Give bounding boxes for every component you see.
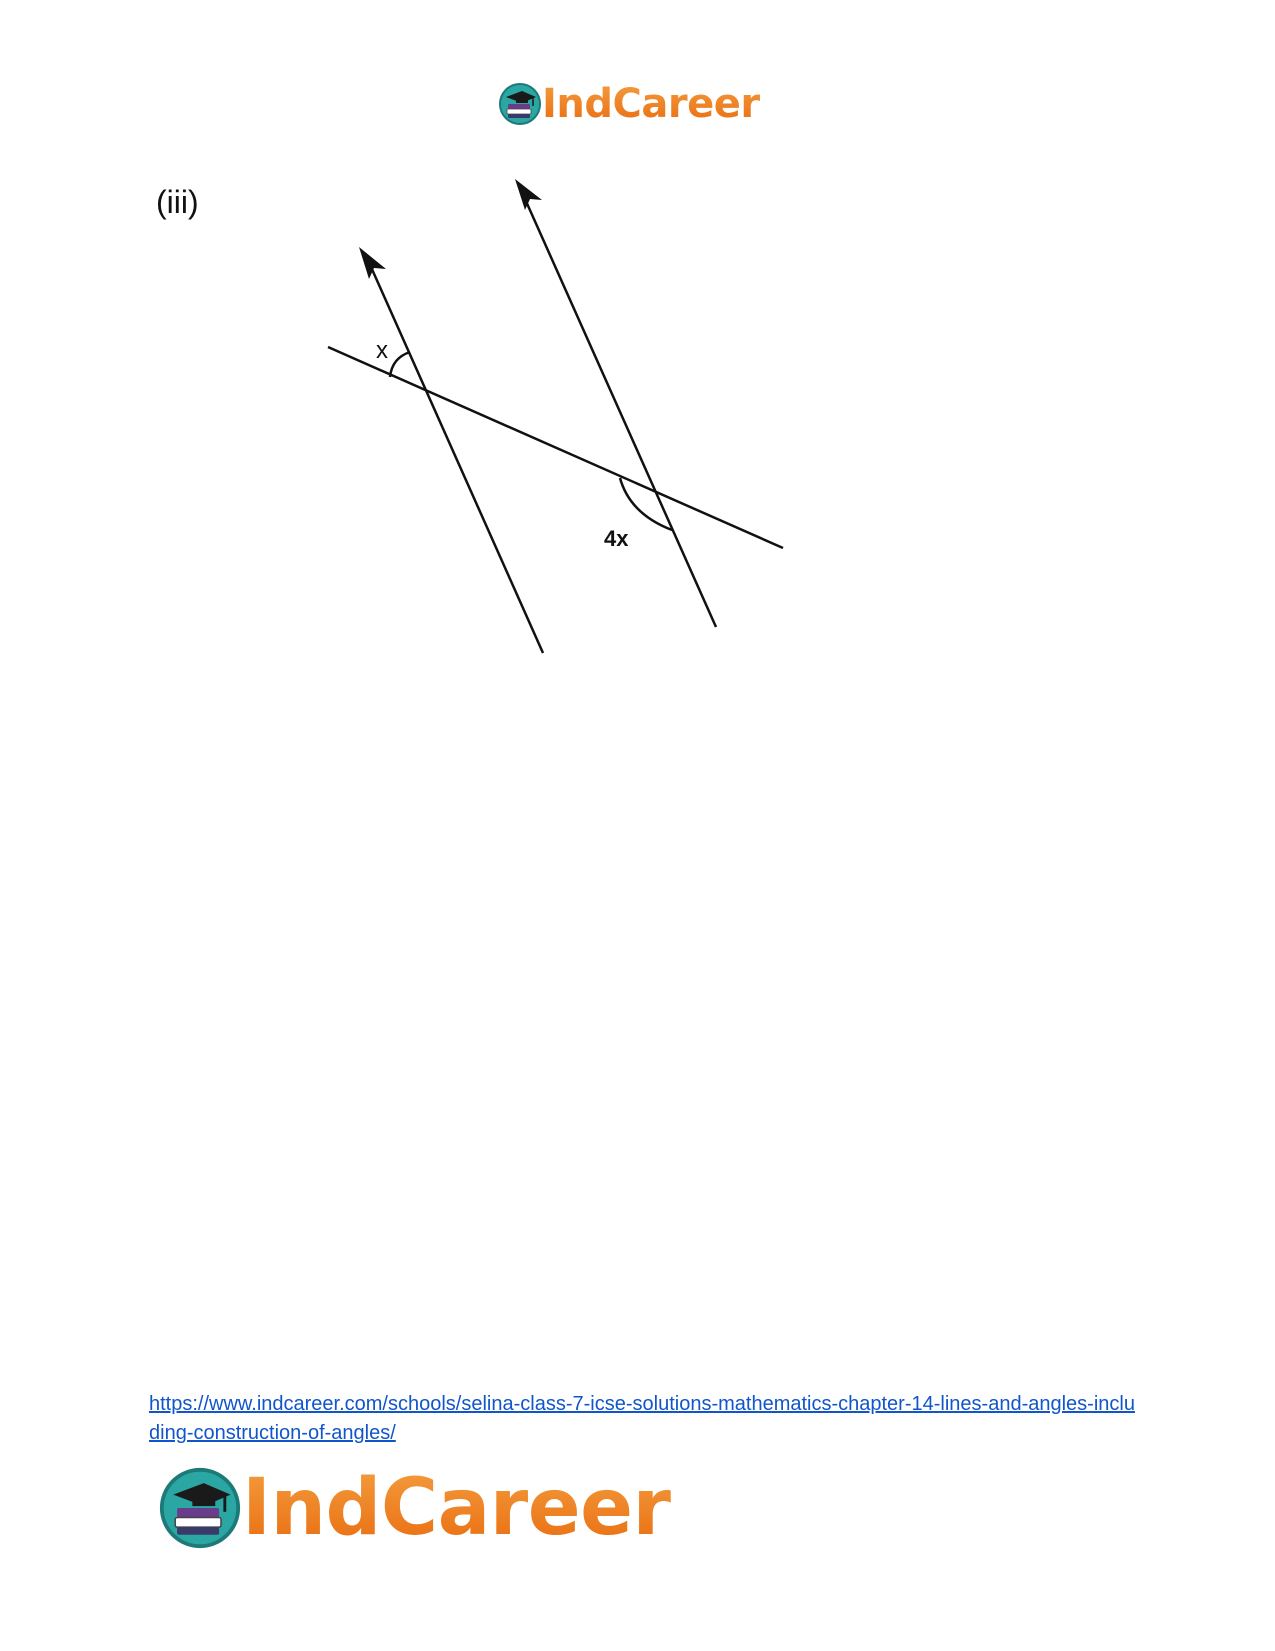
transversal-line — [328, 347, 783, 548]
angle-arc-x — [390, 352, 410, 377]
header-logo-text: IndCareer — [542, 81, 760, 127]
graduation-cap-books-icon — [158, 1466, 242, 1550]
footer-logo-text: IndCareer — [242, 1463, 671, 1553]
left-parallel-line — [367, 258, 543, 653]
question-part-label: (iii) — [156, 184, 199, 220]
angle-label-4x: 4x — [604, 526, 629, 551]
parallel-lines-diagram — [0, 0, 1275, 700]
right-parallel-line — [521, 190, 716, 627]
left-line-arrowhead — [359, 247, 386, 279]
angle-arc-4x — [620, 478, 672, 530]
footer-source-link[interactable]: https://www.indcareer.com/schools/selina-class-7-icse-solutions-mathematics-chapter-14-lines-and-angles-including-construction-of-angles/ — [149, 1393, 1135, 1444]
footer-logo — [158, 1458, 671, 1558]
angle-label-x: x — [376, 337, 388, 364]
